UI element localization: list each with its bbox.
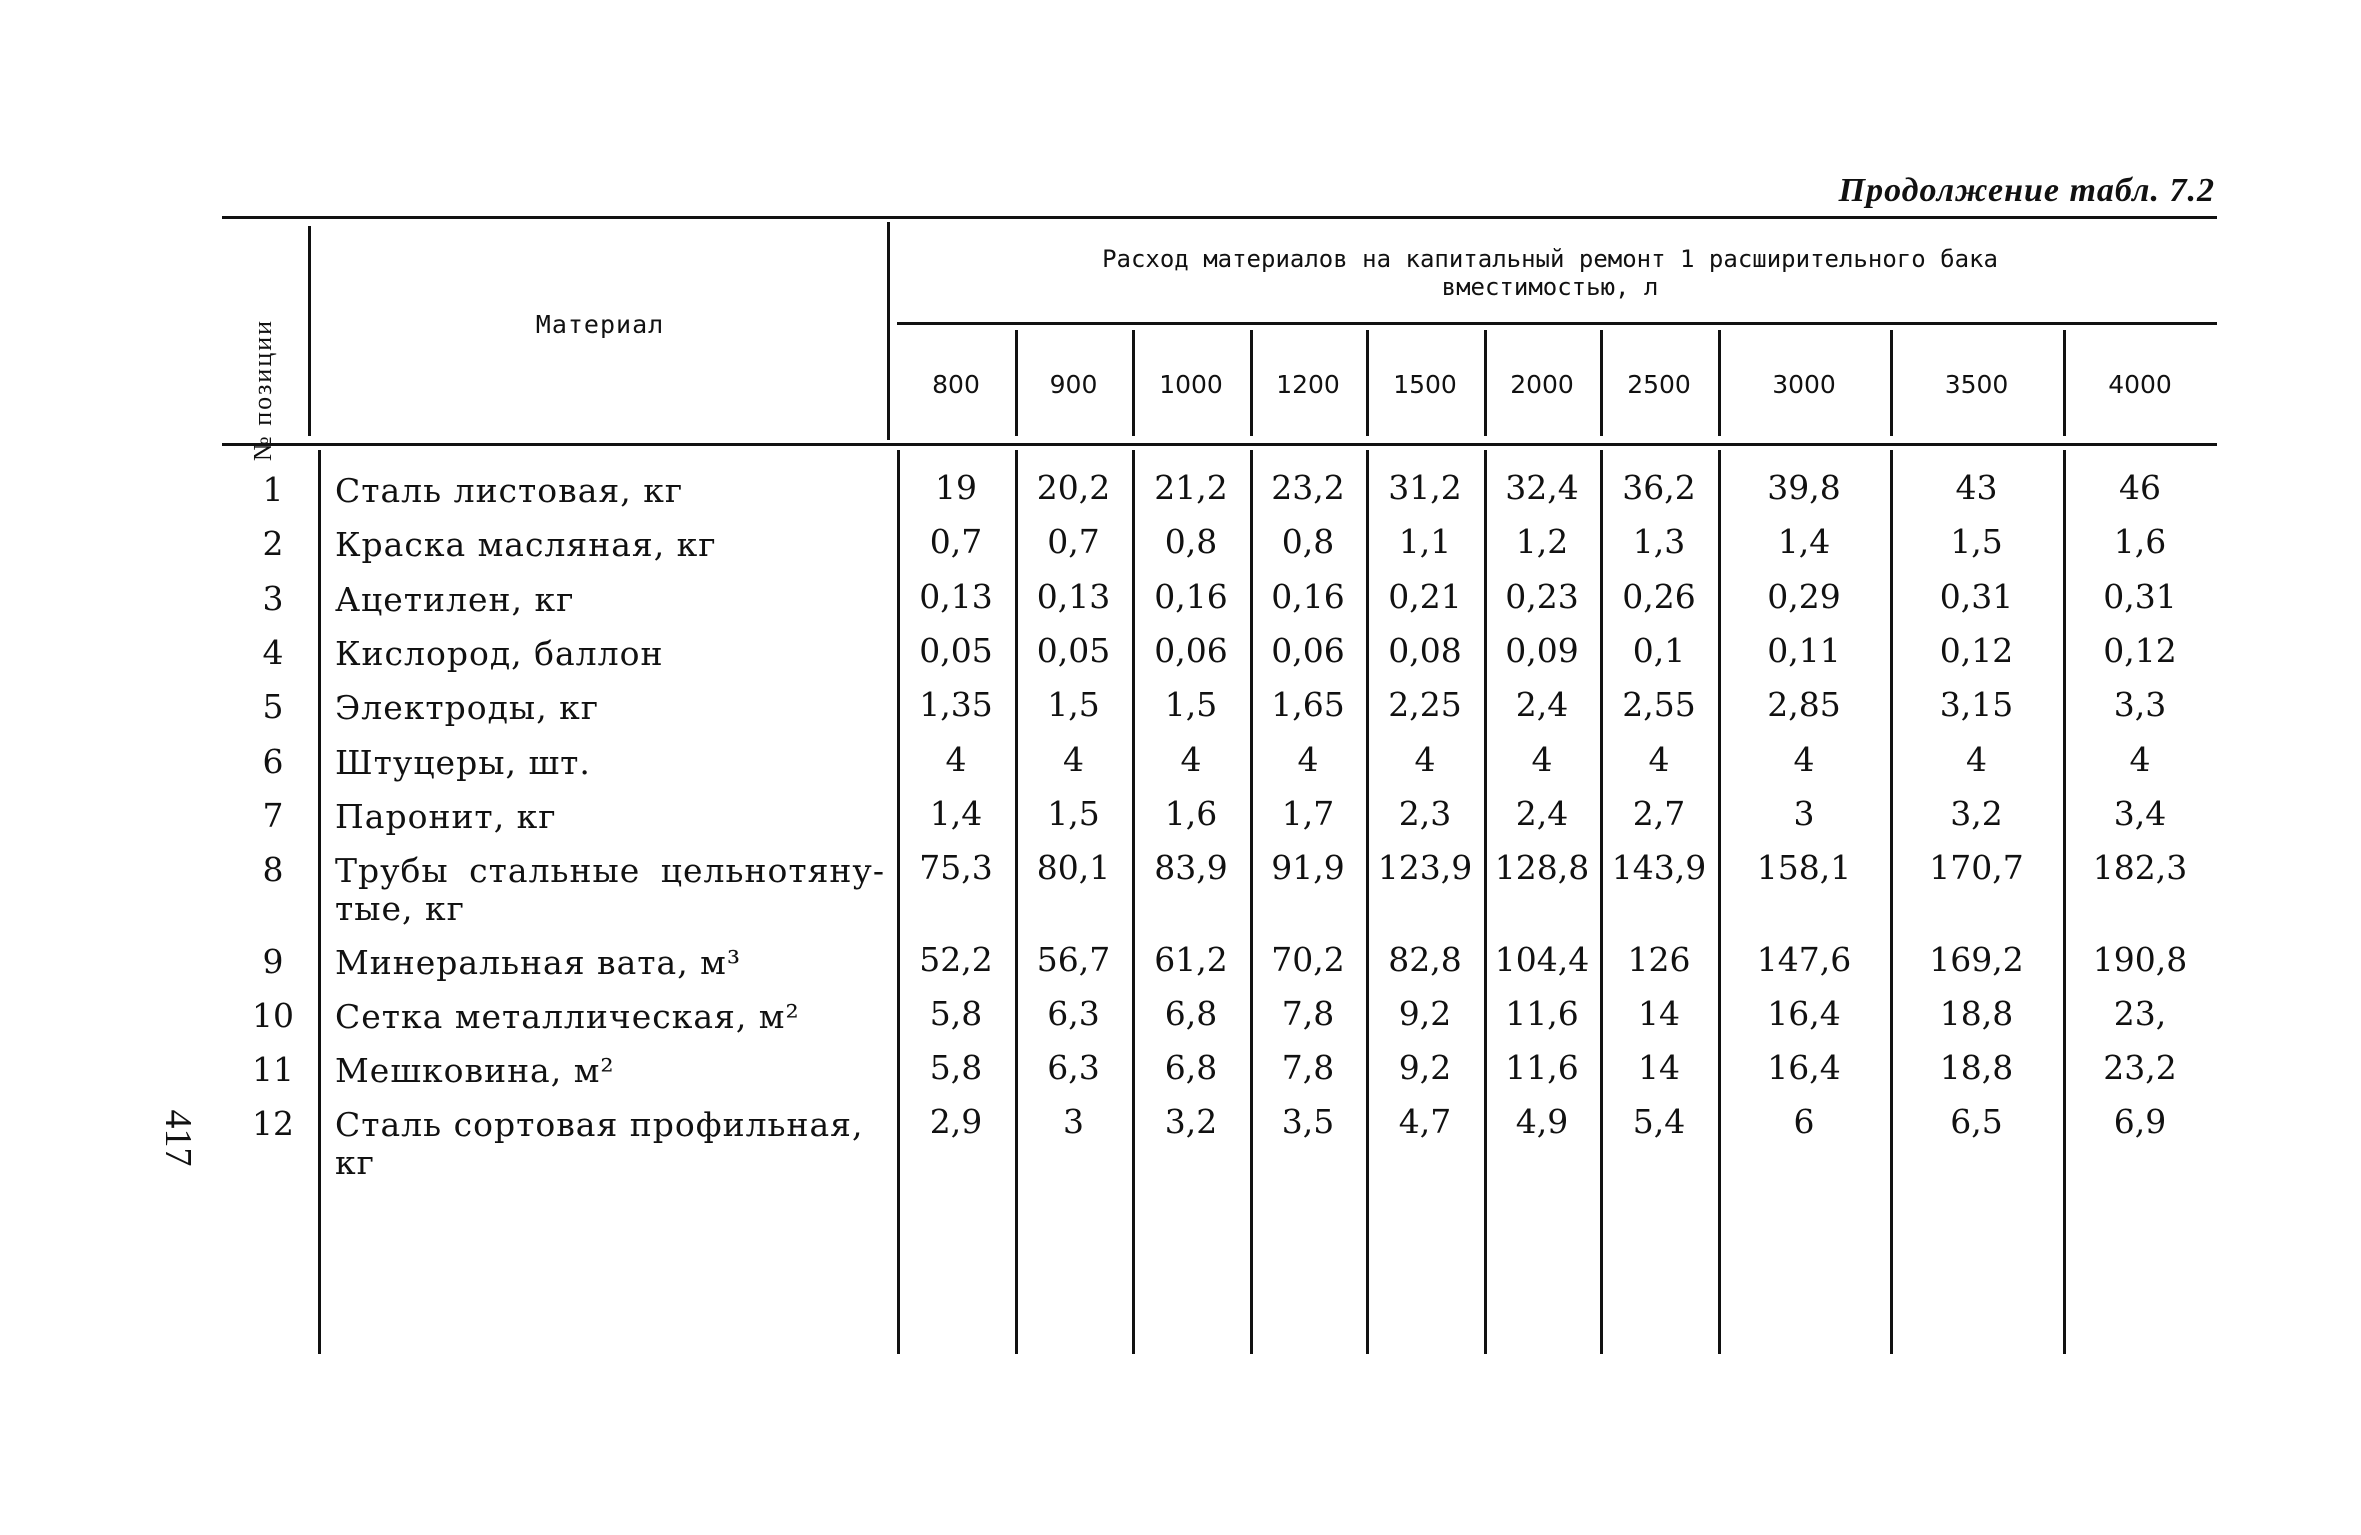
value-cell: 7,8 — [1281, 1048, 1335, 1087]
value-cell: 14 — [1638, 994, 1680, 1033]
value-cell: 2,4 — [1515, 794, 1569, 833]
volume-header: 1000 — [1159, 370, 1223, 399]
material-name: Штуцеры, шт. — [335, 743, 591, 782]
volume-header: 1500 — [1393, 370, 1457, 399]
value-cell: 1,3 — [1632, 522, 1686, 561]
value-cell: 75,3 — [919, 848, 993, 887]
value-cell: 18,8 — [1939, 1048, 2014, 1087]
value-cell: 2,85 — [1767, 685, 1841, 724]
value-cell: 80,1 — [1036, 848, 1111, 887]
value-cell: 4 — [1531, 740, 1553, 779]
value-cell: 0,05 — [1036, 631, 1111, 670]
row-number: 2 — [262, 524, 284, 563]
value-cell: 21,2 — [1154, 468, 1228, 507]
value-cell: 6 — [1793, 1102, 1815, 1141]
value-cell: 16,4 — [1767, 994, 1841, 1033]
value-cell: 0,8 — [1281, 522, 1335, 561]
value-cell: 0,29 — [1767, 577, 1841, 616]
value-cell: 9,2 — [1398, 1048, 1452, 1087]
volume-header: 1200 — [1276, 370, 1340, 399]
col-divider-pos-header — [308, 226, 311, 436]
row-number: 1 — [262, 470, 284, 509]
value-cell: 147,6 — [1756, 940, 1852, 979]
value-cell: 4,7 — [1398, 1102, 1452, 1141]
value-cell: 5,4 — [1632, 1102, 1686, 1141]
value-cell: 3 — [1063, 1102, 1084, 1141]
material-name — [335, 852, 885, 928]
value-cell: 3,2 — [1950, 794, 2003, 833]
value-cell: 6,3 — [1047, 1048, 1100, 1087]
value-cell: 0,1 — [1632, 631, 1686, 670]
value-cell: 32,4 — [1505, 468, 1579, 507]
value-cell: 0,21 — [1388, 577, 1462, 616]
value-cell: 0,13 — [1036, 577, 1111, 616]
value-cell: 4,9 — [1515, 1102, 1569, 1141]
value-cell: 31,2 — [1388, 468, 1462, 507]
value-cell: 43 — [1955, 468, 1998, 507]
value-cell: 2,9 — [929, 1102, 983, 1141]
value-cell: 19 — [935, 468, 977, 507]
top-rule — [222, 216, 2217, 219]
value-cell: 23,2 — [2103, 1048, 2177, 1087]
material-name-line-1: Трубы стальные цельнотяну- — [335, 851, 885, 890]
row-number: 7 — [262, 796, 284, 835]
value-cell: 1,4 — [1777, 522, 1831, 561]
value-cell: 4 — [1063, 740, 1084, 779]
value-cell: 0,23 — [1505, 577, 1579, 616]
row-number: 6 — [262, 742, 284, 781]
value-cell: 4 — [1793, 740, 1815, 779]
value-cell: 182,3 — [2092, 848, 2188, 887]
value-cell: 9,2 — [1398, 994, 1452, 1033]
volume-header: 800 — [932, 370, 980, 399]
volume-header: 3000 — [1772, 370, 1836, 399]
value-cell: 7,8 — [1281, 994, 1335, 1033]
value-cell: 0,26 — [1622, 577, 1696, 616]
value-cell: 23,2 — [1271, 468, 1345, 507]
value-cell: 6,9 — [2113, 1102, 2167, 1141]
value-cell: 1,5 — [1047, 794, 1100, 833]
value-cell: 46 — [2119, 468, 2161, 507]
value-cell: 52,2 — [919, 940, 993, 979]
value-cell: 4 — [1180, 740, 1202, 779]
value-cell: 3,2 — [1164, 1102, 1218, 1141]
value-cell: 0,08 — [1388, 631, 1462, 670]
material-name-line-2: тые, кг — [335, 889, 465, 928]
value-cell: 2,7 — [1632, 794, 1686, 833]
value-cell: 0,7 — [1047, 522, 1100, 561]
group-header-rule — [897, 322, 2217, 325]
value-cell: 123,9 — [1377, 848, 1473, 887]
volume-header: 900 — [1049, 370, 1098, 399]
material-name: Сетка металлическая, м² — [335, 997, 800, 1036]
value-cell: 3,5 — [1281, 1102, 1335, 1141]
value-cell: 4 — [945, 740, 967, 779]
value-cell: 1,7 — [1281, 794, 1335, 833]
value-cell: 3 — [1793, 794, 1815, 833]
value-cell: 126 — [1627, 940, 1691, 979]
value-cell: 1,5 — [1164, 685, 1218, 724]
value-cell: 170,7 — [1929, 848, 2024, 887]
value-cell: 190,8 — [2092, 940, 2188, 979]
row-number: 9 — [262, 942, 284, 981]
value-cell: 11,6 — [1505, 994, 1579, 1033]
value-cell: 0,06 — [1154, 631, 1228, 670]
row-number: 11 — [252, 1050, 294, 1089]
value-cell: 0,12 — [1939, 631, 2014, 670]
value-cell: 158,1 — [1756, 848, 1852, 887]
value-cell: 4 — [2129, 740, 2151, 779]
value-cell: 2,55 — [1622, 685, 1696, 724]
value-cell: 4 — [1648, 740, 1670, 779]
value-cell: 11,6 — [1505, 1048, 1579, 1087]
value-cell: 0,31 — [2103, 577, 2177, 616]
value-cell: 0,7 — [929, 522, 983, 561]
value-cell: 6,3 — [1047, 994, 1100, 1033]
col-divider-pos — [318, 450, 321, 1354]
value-cell: 0,11 — [1767, 631, 1841, 670]
value-cell: 20,2 — [1036, 468, 1111, 507]
value-cell: 2,3 — [1398, 794, 1452, 833]
row-number: 3 — [262, 579, 284, 618]
material-name: Сталь листовая, кг — [335, 471, 684, 510]
value-cell: 1,35 — [919, 685, 993, 724]
volume-header: 2500 — [1627, 370, 1691, 399]
value-cell: 2,4 — [1515, 685, 1569, 724]
position-header: № позиции — [248, 318, 277, 462]
value-cell: 5,8 — [929, 1048, 983, 1087]
value-cell: 14 — [1638, 1048, 1680, 1087]
value-cell: 56,7 — [1036, 940, 1111, 979]
value-cell: 1,6 — [2113, 522, 2167, 561]
material-name: Электроды, кг — [335, 688, 600, 727]
value-cell: 23, — [2113, 994, 2167, 1033]
value-cell: 1,1 — [1398, 522, 1452, 561]
value-cell: 61,2 — [1154, 940, 1228, 979]
value-cell: 1,5 — [1950, 522, 2003, 561]
value-cell: 0,8 — [1164, 522, 1218, 561]
group-header-line-2: вместимостью, л — [1441, 273, 1659, 301]
value-cell: 6,8 — [1164, 1048, 1218, 1087]
value-cell: 0,31 — [1939, 577, 2014, 616]
value-cell: 91,9 — [1271, 848, 1345, 887]
value-cell: 0,06 — [1271, 631, 1345, 670]
value-cell: 83,9 — [1154, 848, 1228, 887]
value-cell: 82,8 — [1388, 940, 1462, 979]
value-cell: 1,4 — [929, 794, 983, 833]
value-cell: 6,8 — [1164, 994, 1218, 1033]
row-number: 10 — [252, 996, 294, 1035]
value-cell: 3,3 — [2113, 685, 2167, 724]
volume-header: 2000 — [1510, 370, 1574, 399]
value-cell: 6,5 — [1950, 1102, 2003, 1141]
value-cell: 0,16 — [1271, 577, 1345, 616]
value-cell: 18,8 — [1939, 994, 2014, 1033]
material-name: Ацетилен, кг — [335, 580, 575, 619]
value-cell: 0,13 — [919, 577, 993, 616]
value-cell: 1,6 — [1164, 794, 1218, 833]
group-header-line-1: Расход материалов на капитальный ремонт 1 расширительного бака — [1102, 245, 1998, 273]
value-cell: 4 — [1297, 740, 1319, 779]
material-header: Материал — [535, 310, 665, 339]
material-name: Сталь сортовая профильная, кг — [335, 1105, 864, 1182]
value-cell: 39,8 — [1767, 468, 1841, 507]
volume-header: 4000 — [2108, 370, 2172, 399]
value-cell: 169,2 — [1929, 940, 2024, 979]
value-cell: 16,4 — [1767, 1048, 1841, 1087]
row-number: 8 — [262, 850, 284, 889]
value-cell: 104,4 — [1494, 940, 1590, 979]
page-number: 417 — [157, 1109, 199, 1167]
value-cell: 0,12 — [2103, 631, 2177, 670]
consumption-group-header — [890, 245, 2210, 301]
value-cell: 0,05 — [919, 631, 993, 670]
value-cell: 36,2 — [1622, 468, 1696, 507]
header-bottom-rule — [222, 443, 2217, 446]
value-cell: 128,8 — [1494, 848, 1590, 887]
value-cell: 2,25 — [1388, 685, 1462, 724]
value-cell: 1,5 — [1047, 685, 1100, 724]
table-caption: Продолжение табл. 7.2 — [1838, 172, 2215, 209]
value-cell: 0,09 — [1505, 631, 1579, 670]
value-cell: 143,9 — [1611, 848, 1707, 887]
value-cell: 1,2 — [1515, 522, 1569, 561]
value-cell: 5,8 — [929, 994, 983, 1033]
material-name: Паронит, кг — [335, 797, 557, 836]
row-number: 5 — [262, 687, 284, 726]
value-cell: 1,65 — [1271, 685, 1345, 724]
material-name: Мешковина, м² — [335, 1051, 615, 1090]
value-cell: 4 — [1966, 740, 1987, 779]
row-number: 4 — [262, 633, 284, 672]
value-cell: 4 — [1414, 740, 1436, 779]
value-cell: 70,2 — [1271, 940, 1345, 979]
material-name: Кислород, баллон — [335, 634, 664, 673]
material-name: Краска масляная, кг — [335, 525, 717, 564]
row-number: 12 — [252, 1104, 294, 1143]
value-cell: 0,16 — [1154, 577, 1228, 616]
material-name: Минеральная вата, м³ — [335, 943, 742, 982]
value-cell: 3,15 — [1939, 685, 2014, 724]
value-cell: 3,4 — [2113, 794, 2167, 833]
volume-header: 3500 — [1944, 370, 2009, 399]
